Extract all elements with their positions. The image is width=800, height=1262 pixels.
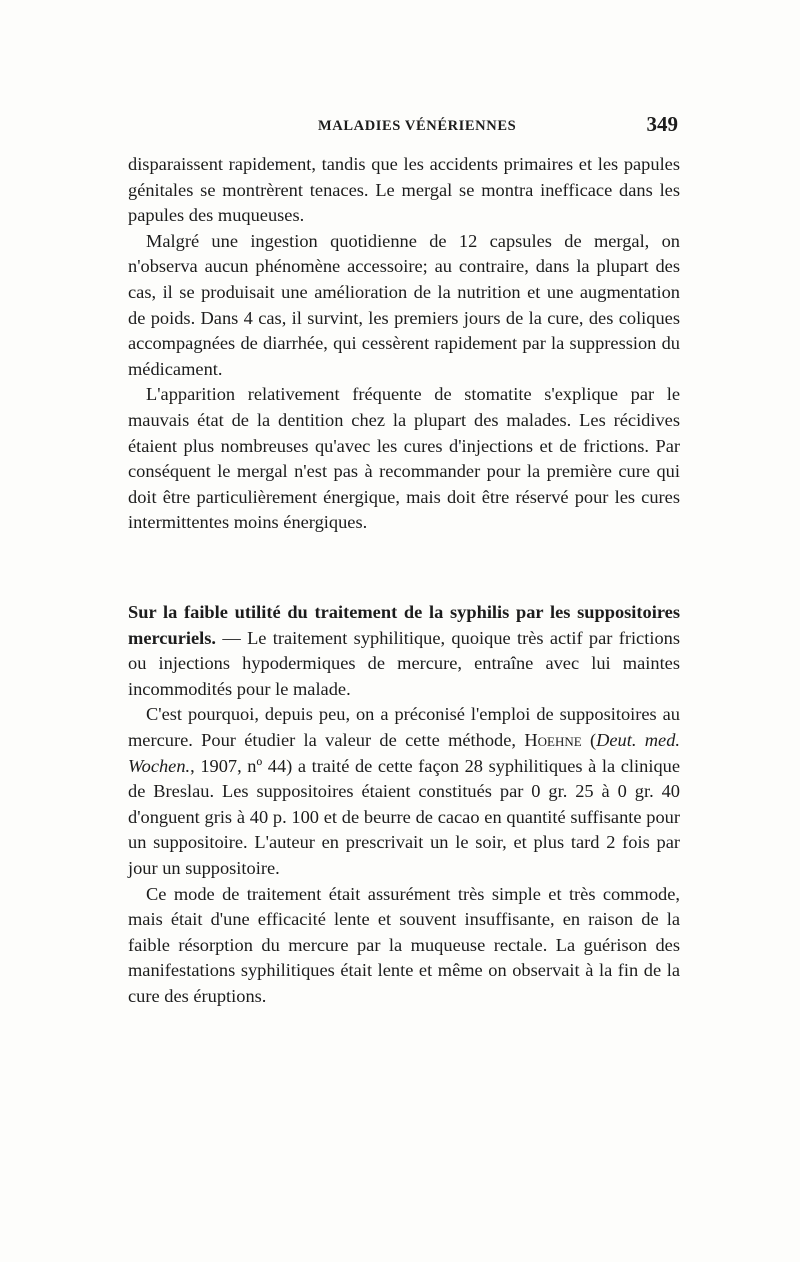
citation-author: Hoehne	[524, 729, 582, 750]
citation-before: C'est pourquoi, depuis peu, on a préconisé l'emploi de suppositoires au mercure. Pour étudier la valeur de cette méthode,	[128, 704, 680, 750]
page-number: 349	[646, 112, 678, 136]
running-head: MALADIES VÉNÉRIENNES	[318, 118, 517, 134]
citation-journal: Deut. med. Wochen.	[128, 729, 680, 776]
paragraph-stomatite: L'apparition relativement fréquente de stomatite s'explique par le mauvais état de la dentition chez la plupart des malades. Les récidives étaient plus nombreuses qu'avec les cures d'injections et de frictions. Par conséquent le mergal n'est pas à recommander pour la première cure qui doit être particulièrement énergique, mais doit être réservé pour les cures intermittentes moins énergiques.	[128, 384, 680, 533]
section-title: Sur la faible utilité du traitement de la syphilis par les suppositoires mercuriels.	[128, 602, 680, 648]
text-block-top	[128, 152, 680, 536]
paragraph-citation	[128, 702, 680, 881]
paragraph-continuation: disparaissent rapidement, tandis que les accidents primaires et les papules génitales se montrèrent tenaces. Le mergal se montra inefficace dans les papules des muqueuses.	[128, 154, 680, 226]
section-paragraph	[128, 600, 680, 702]
section-intro: — Le traitement syphilitique, quoique très actif par frictions ou injections hypodermiques de mercure, entraîne avec lui maintes incommodités pour le malade.	[128, 627, 680, 699]
text-block-section	[128, 600, 680, 1010]
page-header	[128, 112, 680, 146]
citation-after: , 1907, nº 44) a traité de cette façon 28 syphilitiques à la clinique de Breslau. Les suppositoires étaient constitués par 0 gr. 25 à 0 gr. 40 d'onguent gris à 40 p. 100 et de beurre de cacao en quantité suffisante pour un suppositoire. L'auteur en prescrivait un le soir, et plus tard 2 fois par jour un suppositoire.	[128, 755, 680, 878]
paragraph-last: Ce mode de traitement était assurément très simple et très commode, mais était d'une efficacité lente et souvent insuffisante, en raison de la faible résorption du mercure par la muqueuse rectale. La guérison des manifestations syphilitiques était lente et même on observait à la fin de la cure des éruptions.	[128, 883, 680, 1006]
citation-open-paren: (	[581, 729, 597, 750]
paragraph-ingestion: Malgré une ingestion quotidienne de 12 capsules de mergal, on n'observa aucun phénomène accessoire; au contraire, dans la plupart des cas, il se produisait une amélioration de la nutrition et une augmentation de poids. Dans 4 cas, il survint, les premiers jours de la cure, des coliques accompagnées de diarrhée, qui cessèrent rapidement par la suppression du médicament.	[128, 230, 680, 379]
